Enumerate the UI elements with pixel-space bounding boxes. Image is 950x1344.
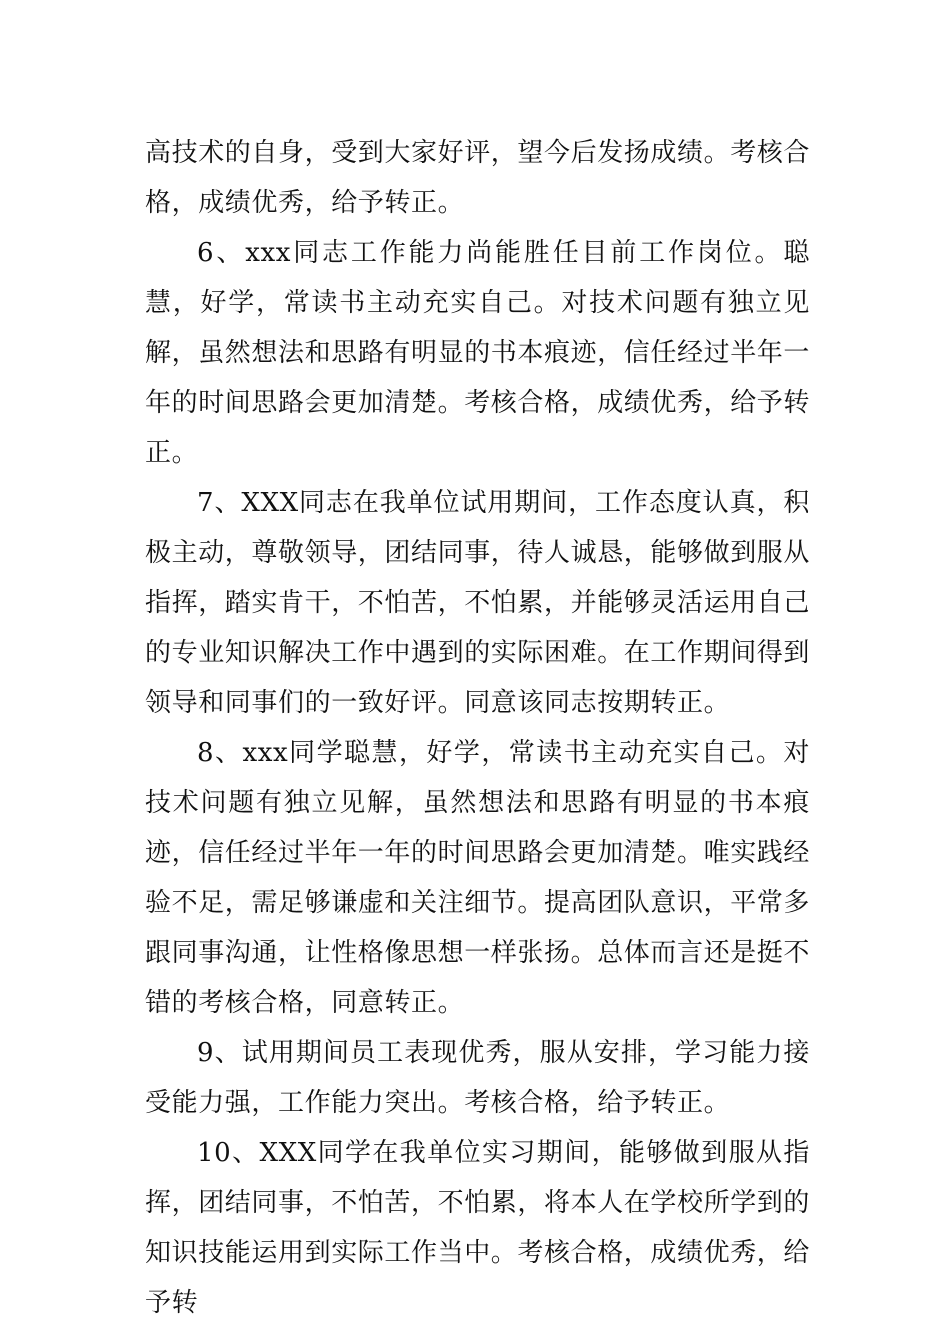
paragraph-item-10: 10、XXX同学在我单位实习期间，能够做到服从指挥，团结同事，不怕苦，不怕累，将本人在学校所学到的知识技能运用到实际工作当中。考核合格，成绩优秀，给予转 bbox=[145, 1138, 811, 1318]
paragraph-item-9: 9、试用期间员工表现优秀，服从安排，学习能力接受能力强，工作能力突出。考核合格，给予转正。 bbox=[145, 1038, 810, 1118]
paragraph-item-8: 8、xxx同学聪慧，好学，常读书主动充实自己。对技术问题有独立见解，虽然想法和思路有明显的书本痕迹，信任经过半年一年的时间思路会更加清楚。唯实践经验不足，需足够谦虚和关注细节。提高团队意识，平常多跟同事沟通，让性格像思想一样张扬。总体而言还是挺不错的考核合格，同意转正。 bbox=[145, 738, 811, 1018]
paragraph-item-6: 6、xxx同志工作能力尚能胜任目前工作岗位。聪慧，好学，常读书主动充实自己。对技术问题有独立见解，虽然想法和思路有明显的书本痕迹，信任经过半年一年的时间思路会更加清楚。考核合格，成绩优秀，给予转正。 bbox=[145, 238, 811, 468]
paragraph-continuation: 高技术的自身，受到大家好评，望今后发扬成绩。考核合格，成绩优秀，给予转正。 bbox=[145, 138, 811, 218]
document-body bbox=[145, 128, 810, 1328]
paragraph-item-7: 7、XXX同志在我单位试用期间，工作态度认真，积极主动，尊敬领导，团结同事，待人诚恳，能够做到服从指挥，踏实肯干，不怕苦，不怕累，并能够灵活运用自己的专业知识解决工作中遇到的实际困难。在工作期间得到领导和同事们的一致好评。同意该同志按期转正。 bbox=[145, 488, 811, 718]
